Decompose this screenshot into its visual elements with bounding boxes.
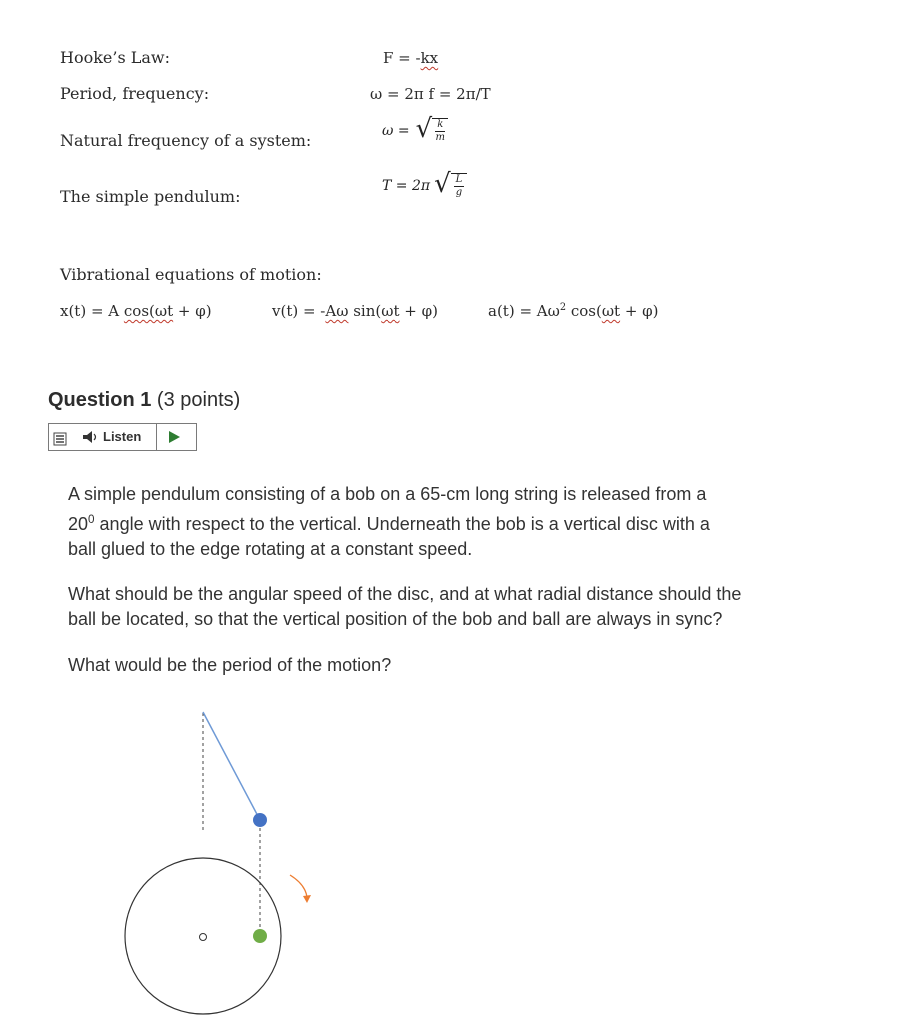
p1-line-2 — [68, 507, 888, 537]
natural-num: k — [437, 119, 444, 130]
pendulum-den: g — [455, 187, 463, 198]
x-suffix: + φ) — [173, 302, 212, 320]
question-paragraph-3: What would be the period of the motion? — [68, 655, 392, 675]
natural-frequency-label: Natural frequency of a system: — [60, 131, 312, 150]
a-suffix: + φ) — [620, 302, 659, 320]
question-title — [48, 389, 240, 412]
p1-line-1: A simple pendulum consisting of a bob on a 65-cm long string is released from a — [68, 484, 707, 504]
period-frequency-equation: ω = 2π f = 2π/T — [370, 85, 491, 103]
pendulum-bob — [253, 813, 267, 827]
question-points: (3 points) — [156, 389, 241, 411]
sqrt-l-over-g: √ $\frac{L}{g}$ — [434, 173, 467, 199]
degree-superscript: 0 — [88, 513, 95, 526]
listen-widget — [48, 423, 197, 451]
a-prefix: a(t) = Aω — [488, 302, 560, 320]
p2-line-1: What should be the angular speed of the disc, and at what radial distance should the — [68, 584, 742, 604]
pendulum-lhs: T = 2π — [382, 178, 431, 194]
p1-line-3: ball glued to the edge rotating at a constant speed. — [68, 539, 473, 559]
menu-icon[interactable] — [53, 432, 67, 446]
v-aw: Aω — [325, 302, 349, 320]
listen-label: Listen — [103, 429, 142, 444]
v-suffix: + φ) — [399, 302, 438, 320]
v-mid: sin( — [348, 302, 382, 320]
acceleration-equation — [488, 302, 659, 320]
angle-value: 20 — [68, 514, 89, 534]
p1-line-2-text: angle with respect to the vertical. Underneath the bob is a vertical disc with a — [94, 514, 710, 534]
a-mid: cos( — [566, 302, 602, 320]
a-wt: ωt — [601, 302, 621, 320]
v-prefix: v(t) = - — [272, 302, 326, 320]
position-equation — [60, 302, 212, 320]
hooke-eq-kx: kx — [420, 49, 439, 67]
p2-line-2: ball be located, so that the vertical position of the bob and ball are always in sync? — [68, 609, 723, 629]
v-wt: ωt — [381, 302, 400, 320]
velocity-equation — [272, 302, 438, 320]
listen-button[interactable] — [49, 424, 157, 450]
question-paragraph-2 — [68, 582, 888, 632]
simple-pendulum-label: The simple pendulum: — [60, 187, 241, 206]
x-prefix: x(t) = A — [60, 302, 124, 320]
question-paragraph-1 — [68, 482, 888, 562]
pendulum-string — [203, 712, 260, 820]
speaker-icon — [82, 430, 100, 444]
period-frequency-label: Period, frequency: — [60, 84, 210, 103]
natural-frequency-equation — [382, 114, 448, 144]
question-number: Question 1 — [48, 389, 152, 411]
pendulum-disc-diagram — [100, 700, 360, 1024]
pendulum-num: L — [455, 174, 463, 185]
play-icon[interactable] — [167, 430, 181, 444]
sqrt-k-over-m: √ $\frac{k}{m}$ — [416, 118, 449, 144]
natural-lhs: ω = — [382, 123, 410, 139]
motion-equations-heading: Vibrational equations of motion: — [60, 265, 322, 284]
simple-pendulum-equation — [382, 169, 467, 199]
rotation-arrow-icon — [290, 875, 307, 898]
ball-on-disc — [253, 929, 267, 943]
x-cos: cos(ωt — [123, 302, 174, 320]
rotation-arrowhead-icon — [303, 895, 311, 903]
natural-den: m — [435, 132, 445, 143]
hooke-law-label: Hooke’s Law: — [60, 48, 171, 67]
hooke-law-equation — [383, 49, 438, 67]
disc-center — [200, 934, 207, 941]
hooke-eq-prefix: F = - — [383, 49, 421, 67]
a-power: 2 — [559, 302, 567, 313]
